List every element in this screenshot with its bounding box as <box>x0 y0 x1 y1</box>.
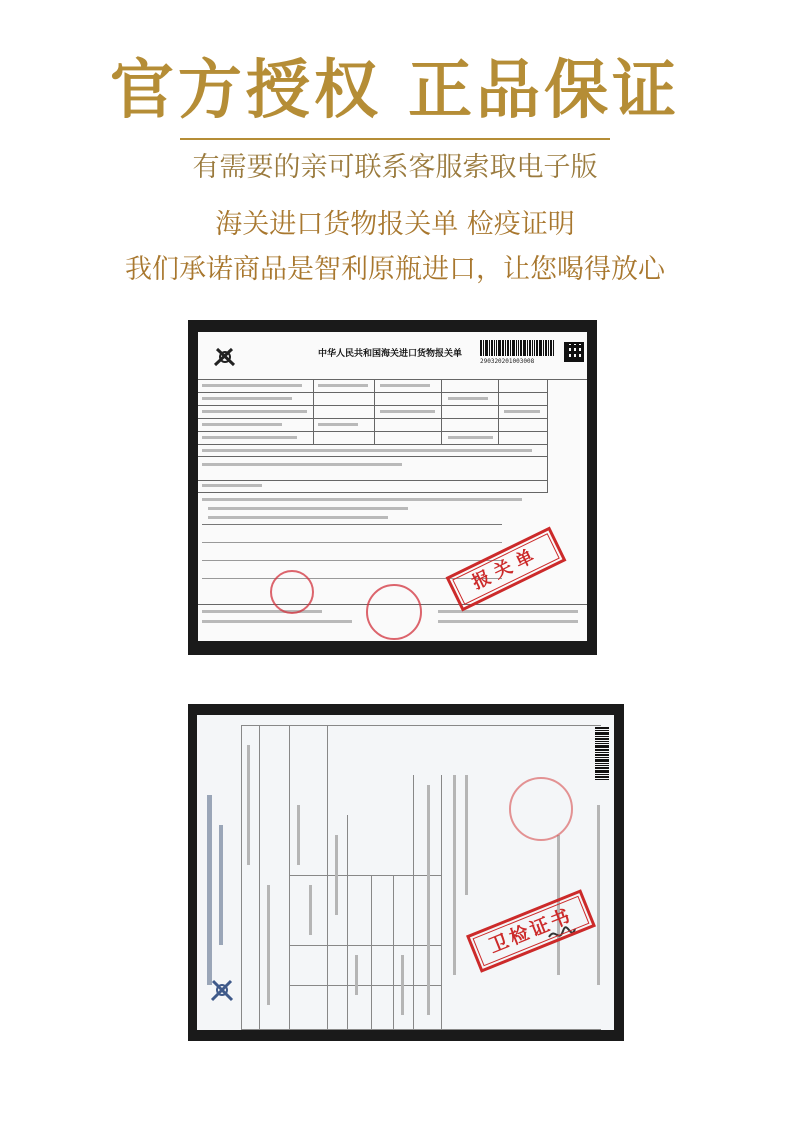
stamp-label: 卫检证书 <box>473 896 590 967</box>
text-column <box>219 825 223 945</box>
table-border <box>241 725 601 726</box>
text-row <box>380 410 435 413</box>
text-column <box>297 805 300 865</box>
table-border <box>198 392 548 393</box>
text-row <box>202 410 307 413</box>
text-column <box>401 955 404 1015</box>
table-border <box>198 379 587 380</box>
customs-declaration-image <box>188 320 597 655</box>
table-border <box>259 725 260 1029</box>
text-row <box>208 507 408 510</box>
text-row <box>504 410 540 413</box>
table-border <box>547 379 548 493</box>
text-column <box>453 775 456 975</box>
promise-note: 我们承诺商品是智利原瓶进口，让您喝得放心 <box>125 254 665 285</box>
text-row <box>202 620 352 623</box>
text-row <box>202 498 522 501</box>
text-row <box>380 384 430 387</box>
text-row <box>202 463 402 466</box>
text-row <box>318 384 368 387</box>
table-border <box>198 444 548 445</box>
declaration-title: 中华人民共和国海关进口货物报关单 <box>318 349 463 359</box>
customs-declaration-paper <box>198 332 587 641</box>
text-row <box>202 384 302 387</box>
table-border <box>393 875 394 1029</box>
text-row <box>202 423 282 426</box>
text-row <box>318 423 358 426</box>
table-border <box>241 725 242 1029</box>
table-border <box>347 815 348 1029</box>
stamp-label: 报关单 <box>452 533 560 605</box>
table-border <box>327 725 328 1029</box>
declaration-number: 290320201003008 <box>480 358 535 365</box>
text-row <box>448 397 488 400</box>
table-border <box>313 379 314 444</box>
table-border <box>198 405 548 406</box>
text-column <box>597 805 600 985</box>
documents-note: 海关进口货物报关单 检疫证明 <box>215 209 575 240</box>
text-row <box>208 516 388 519</box>
table-border <box>413 775 414 1029</box>
table-border <box>198 492 548 493</box>
table-border <box>289 945 441 946</box>
text-row <box>448 436 493 439</box>
text-row <box>202 542 502 543</box>
text-column <box>309 885 312 935</box>
customs-emblem-icon <box>212 346 238 368</box>
table-border <box>289 985 441 986</box>
page-title: 官方授权 正品保证 <box>109 54 681 128</box>
official-seal <box>509 777 573 841</box>
inspection-certificate-paper <box>197 715 614 1030</box>
text-column <box>247 745 250 865</box>
inspection-certificate-stamp <box>466 889 596 973</box>
text-column <box>267 885 270 1005</box>
table-border <box>374 379 375 444</box>
text-row <box>202 560 502 561</box>
text-column <box>465 775 468 895</box>
text-column <box>335 835 338 915</box>
qr-code-icon <box>564 342 584 362</box>
table-border <box>198 456 548 457</box>
table-border <box>441 379 442 444</box>
text-column <box>207 795 212 985</box>
barcode-icon <box>480 340 554 356</box>
customs-emblem-icon <box>209 977 235 1003</box>
table-border <box>241 1029 601 1030</box>
text-row <box>202 449 532 452</box>
text-row <box>438 610 578 613</box>
text-row <box>202 436 297 439</box>
table-border <box>371 875 372 1029</box>
official-seal <box>366 584 422 640</box>
text-row <box>202 484 262 487</box>
text-row <box>202 397 292 400</box>
barcode-icon <box>595 727 609 780</box>
contact-note: 有需要的亲可联系客服索取电子版 <box>192 152 598 183</box>
text-row <box>202 524 502 525</box>
table-border <box>198 431 548 432</box>
table-border <box>289 875 441 876</box>
table-border <box>198 418 548 419</box>
table-border <box>441 775 442 1029</box>
text-column <box>427 785 430 1015</box>
title-divider <box>180 138 610 140</box>
text-row <box>438 620 578 623</box>
official-seal <box>270 570 314 614</box>
text-column <box>355 955 358 995</box>
inspection-certificate-image <box>188 704 624 1041</box>
table-border <box>198 480 548 481</box>
table-border <box>289 725 290 1029</box>
customs-declaration-stamp <box>446 526 567 611</box>
table-border <box>498 379 499 444</box>
